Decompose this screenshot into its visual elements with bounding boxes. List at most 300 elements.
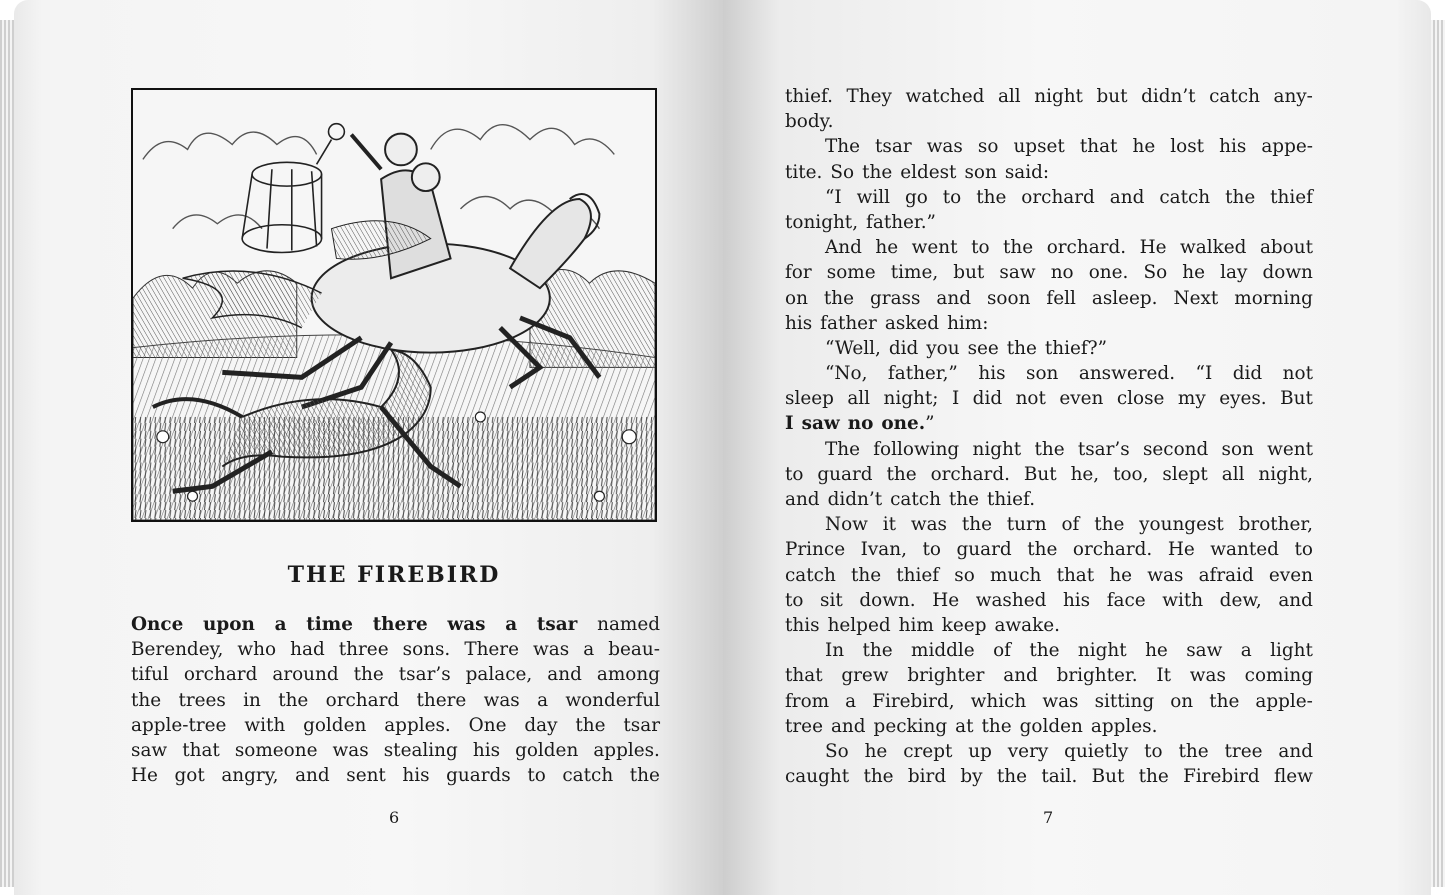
- word: three: [338, 639, 389, 661]
- word: catch: [1209, 86, 1260, 107]
- text-line: [785, 210, 1313, 235]
- word: him:: [947, 312, 989, 334]
- text-line: [785, 336, 1313, 361]
- word: at: [955, 715, 974, 737]
- word: of: [1061, 514, 1080, 536]
- word: In: [825, 640, 845, 662]
- word: wonderful: [565, 689, 660, 711]
- story-title: THE FIREBIRD: [287, 562, 501, 588]
- word: tiful: [131, 664, 169, 686]
- word: not: [1015, 388, 1046, 410]
- text-line: [785, 588, 1313, 613]
- text-line: [785, 512, 1313, 537]
- word: angry,: [221, 765, 279, 787]
- word: upon: [203, 614, 255, 635]
- word: close: [1116, 388, 1165, 410]
- word: not: [1282, 363, 1313, 385]
- word: on: [1170, 690, 1194, 712]
- text-line: [785, 361, 1313, 386]
- text-line: [785, 689, 1313, 714]
- word: and: [547, 664, 582, 686]
- word: body.: [785, 111, 834, 133]
- word: his: [785, 312, 813, 334]
- word: tsar: [536, 614, 578, 635]
- word: crept: [903, 740, 953, 762]
- text-line: [785, 411, 1313, 436]
- word: slept: [1162, 463, 1208, 485]
- word: a: [274, 614, 287, 635]
- word: someone: [234, 739, 318, 761]
- word: tail.: [1041, 766, 1078, 788]
- word: morning: [1234, 287, 1313, 309]
- word: got: [174, 765, 205, 787]
- text-line: [131, 688, 660, 713]
- text-line: [785, 84, 1313, 109]
- text-line: [785, 235, 1313, 260]
- word: there: [416, 689, 467, 711]
- word: had: [290, 639, 325, 661]
- word: He: [1167, 539, 1195, 561]
- word: apples.: [593, 739, 660, 761]
- word: But: [1091, 766, 1125, 788]
- word: was: [1147, 564, 1184, 586]
- word: that: [1079, 136, 1118, 158]
- word: the: [1094, 514, 1125, 536]
- word: from: [785, 690, 830, 712]
- word: catch: [562, 765, 614, 787]
- word: the: [996, 766, 1028, 788]
- word: sit: [820, 589, 843, 611]
- right-page-text: [785, 84, 1313, 789]
- word: But: [1023, 463, 1057, 485]
- word: orchard.: [1046, 237, 1127, 259]
- word: even: [1059, 388, 1104, 410]
- word: he: [864, 740, 888, 762]
- word: said:: [1004, 161, 1050, 183]
- text-line: [785, 714, 1313, 739]
- word: down.: [859, 589, 916, 611]
- word: the: [1138, 766, 1169, 788]
- word: went: [1267, 438, 1313, 460]
- page-number-right: 7: [1043, 808, 1054, 827]
- word: Next: [1173, 287, 1219, 309]
- word: orchard.: [1072, 539, 1153, 561]
- word: with: [244, 714, 286, 736]
- text-line: [785, 764, 1313, 789]
- text-line: [785, 386, 1313, 411]
- text-line: [785, 286, 1313, 311]
- word: this: [785, 614, 820, 636]
- word: the: [1027, 539, 1058, 561]
- text-line: [785, 134, 1313, 159]
- word: tsar: [623, 714, 660, 736]
- text-line: [785, 185, 1313, 210]
- word: a: [505, 614, 518, 635]
- word: He: [1139, 237, 1167, 259]
- word: apples.: [384, 714, 451, 736]
- text-line: [785, 260, 1313, 285]
- word: was: [1189, 665, 1226, 687]
- word: son: [1221, 438, 1254, 460]
- word: for: [785, 262, 812, 284]
- word: orchard: [325, 689, 400, 711]
- word: flew: [1273, 766, 1313, 788]
- word: “I: [1195, 363, 1213, 385]
- word: he: [1145, 640, 1168, 662]
- word: the: [862, 640, 893, 662]
- text-line: [131, 637, 660, 662]
- word: which: [970, 690, 1027, 712]
- word: Now: [825, 514, 868, 536]
- word: orchard: [1021, 186, 1095, 208]
- word: light: [1270, 640, 1313, 662]
- word: there: [372, 614, 428, 635]
- word: night;: [883, 388, 939, 410]
- word: It: [1156, 665, 1171, 687]
- word: a: [537, 689, 549, 711]
- word: walked: [1180, 237, 1247, 259]
- word: sitting: [1094, 690, 1155, 712]
- word: even: [1268, 564, 1313, 586]
- word: tsar’s: [398, 664, 451, 686]
- word: helped: [827, 614, 891, 636]
- word: the: [1029, 640, 1060, 662]
- word: the: [863, 766, 894, 788]
- word: asked: [884, 312, 940, 334]
- word: lay: [1220, 262, 1248, 284]
- word: it: [882, 514, 897, 536]
- word: to: [527, 765, 546, 787]
- word: was: [1042, 690, 1079, 712]
- word: his: [978, 363, 1006, 385]
- word: and: [1003, 665, 1038, 687]
- text-line: [785, 311, 1313, 336]
- word: “Well,: [825, 337, 881, 359]
- word: Once: [131, 614, 184, 635]
- word: night,: [1258, 463, 1313, 485]
- word: him: [898, 614, 934, 636]
- word: the: [1209, 690, 1240, 712]
- text-line: [785, 160, 1313, 185]
- word: saw: [131, 739, 168, 761]
- word: much: [989, 564, 1042, 586]
- word: tite.: [785, 161, 823, 183]
- word: was: [926, 136, 963, 158]
- text-line: [785, 663, 1313, 688]
- word: to: [1144, 740, 1163, 762]
- text-line: [785, 638, 1313, 663]
- word: will: [856, 186, 891, 208]
- word: saw: [999, 262, 1036, 284]
- word: keep: [941, 614, 987, 636]
- word: tree: [785, 715, 823, 737]
- word: one.: [881, 413, 926, 435]
- text-line: [785, 739, 1313, 764]
- word: a: [1240, 640, 1252, 662]
- word: orchard.: [930, 463, 1010, 485]
- word: a: [583, 639, 595, 661]
- word: thief.: [785, 86, 833, 107]
- text-line: [131, 662, 660, 687]
- word: sons.: [402, 639, 451, 661]
- word: father,”: [887, 363, 958, 385]
- word: time,: [890, 262, 939, 284]
- word: his: [1219, 136, 1247, 158]
- word: he: [875, 237, 899, 259]
- word: father: [820, 312, 877, 334]
- word: golden: [303, 714, 367, 736]
- word: the: [823, 287, 855, 309]
- word: the: [886, 463, 917, 485]
- text-line: [131, 713, 660, 738]
- word: to: [785, 463, 804, 485]
- word: wanted: [1210, 539, 1279, 561]
- word: tonight,: [785, 211, 859, 233]
- word: beau-: [608, 639, 660, 661]
- word: some: [826, 262, 876, 284]
- firebird-illustration: [131, 88, 657, 522]
- word: thief: [896, 564, 940, 586]
- word: face: [1106, 589, 1146, 611]
- word: was: [910, 514, 947, 536]
- word: went: [911, 237, 958, 259]
- word: and: [830, 715, 866, 737]
- word: youngest: [1139, 514, 1224, 536]
- word: Ivan,: [860, 539, 907, 561]
- word: and: [295, 765, 330, 787]
- word: the: [1178, 740, 1209, 762]
- word: by: [960, 766, 983, 788]
- word: He: [932, 589, 960, 611]
- word: guard: [817, 463, 873, 485]
- word: apples.: [1090, 715, 1158, 737]
- word: that: [785, 665, 823, 687]
- word: night: [972, 438, 1022, 460]
- word: the: [850, 564, 882, 586]
- word: very: [1007, 740, 1049, 762]
- word: was: [483, 689, 520, 711]
- word: catch: [890, 489, 941, 510]
- word: no: [1050, 262, 1074, 284]
- word: among: [596, 664, 660, 686]
- text-line: [785, 487, 1313, 512]
- word: catch: [1159, 186, 1211, 208]
- word: the: [278, 689, 309, 711]
- word: golden: [515, 739, 579, 761]
- word: the: [575, 714, 606, 736]
- word: following: [873, 438, 960, 460]
- word: with: [1162, 589, 1204, 611]
- word: he: [1132, 136, 1156, 158]
- word: didn’t: [827, 489, 883, 510]
- word: on: [785, 287, 808, 309]
- word: soon: [986, 287, 1031, 309]
- word: palace,: [465, 664, 533, 686]
- word: fell: [1046, 287, 1076, 309]
- word: guards: [446, 765, 511, 787]
- word: So: [1143, 262, 1168, 284]
- word: apple-: [1255, 690, 1313, 712]
- word: night: [1077, 640, 1127, 662]
- word: asleep.: [1091, 287, 1158, 309]
- text-line: [785, 563, 1313, 588]
- word: thief: [1270, 186, 1313, 208]
- word: and: [1278, 589, 1313, 611]
- word: ”: [925, 413, 935, 435]
- word: did: [972, 388, 1003, 410]
- word: that: [182, 739, 220, 761]
- word: turn: [1006, 514, 1047, 536]
- word: catch: [785, 564, 836, 586]
- word: did: [888, 337, 919, 359]
- word: middle: [911, 640, 975, 662]
- word: Firebird: [1183, 766, 1260, 788]
- word: washed: [975, 589, 1047, 611]
- word: afraid: [1198, 564, 1254, 586]
- word: the: [629, 765, 660, 787]
- word: the: [1003, 237, 1034, 259]
- word: and: [785, 489, 820, 510]
- word: eyes.: [1219, 388, 1267, 410]
- word: I: [785, 413, 794, 435]
- word: quietly: [1064, 740, 1129, 762]
- word: coming: [1244, 665, 1313, 687]
- word: So: [825, 740, 849, 762]
- word: named: [597, 614, 660, 635]
- word: appe-: [1261, 136, 1313, 158]
- text-line: [785, 437, 1313, 462]
- word: all: [847, 388, 871, 410]
- word: orchard: [183, 664, 258, 686]
- text-line: [785, 613, 1313, 638]
- word: the: [1006, 337, 1037, 359]
- word: golden: [1019, 715, 1083, 737]
- word: grew: [841, 665, 889, 687]
- left-page-text: [131, 612, 660, 788]
- word: down: [1262, 262, 1313, 284]
- page-number-left: 6: [389, 808, 400, 827]
- word: any-: [1273, 86, 1313, 107]
- word: around: [272, 664, 339, 686]
- word: the: [1034, 438, 1065, 460]
- word: apple-tree: [131, 714, 227, 736]
- word: you: [926, 337, 960, 359]
- text-line: [785, 537, 1313, 562]
- word: tsar: [875, 136, 912, 158]
- word: There: [464, 639, 519, 661]
- word: see: [967, 337, 999, 359]
- word: about: [1259, 237, 1313, 259]
- word: did: [1232, 363, 1263, 385]
- word: They: [846, 86, 892, 107]
- word: I: [951, 388, 960, 410]
- text-line: [785, 462, 1313, 487]
- word: to: [942, 186, 962, 208]
- word: didn’t: [1141, 86, 1196, 107]
- word: “No,: [825, 363, 868, 385]
- word: to: [785, 589, 804, 611]
- word: of: [993, 640, 1011, 662]
- word: sent: [346, 765, 386, 787]
- word: my: [1177, 388, 1206, 410]
- word: but: [1096, 86, 1128, 107]
- word: and: [936, 287, 971, 309]
- word: one.: [1088, 262, 1129, 284]
- word: son: [964, 161, 997, 183]
- word: second: [1142, 438, 1209, 460]
- word: thief.: [987, 489, 1036, 510]
- word: he: [1109, 564, 1133, 586]
- word: too,: [1113, 463, 1149, 485]
- word: So: [830, 161, 855, 183]
- word: all: [1221, 463, 1245, 485]
- word: to: [1294, 539, 1313, 561]
- word: time: [306, 614, 353, 635]
- engraving-image: [133, 90, 655, 520]
- word: to: [922, 539, 941, 561]
- word: to: [971, 237, 990, 259]
- word: eldest: [900, 161, 957, 183]
- word: Prince: [785, 539, 846, 561]
- word: Firebird,: [872, 690, 955, 712]
- word: thief?”: [1044, 337, 1107, 359]
- text-line: [131, 738, 660, 763]
- word: his: [472, 739, 501, 761]
- word: but: [953, 262, 985, 284]
- word: trees: [178, 689, 226, 711]
- word: saw: [1186, 640, 1223, 662]
- word: the: [948, 489, 980, 510]
- word: a: [845, 690, 857, 712]
- word: was: [332, 739, 369, 761]
- word: was: [533, 639, 570, 661]
- word: who: [237, 639, 277, 661]
- word: He: [131, 765, 158, 787]
- word: tsar’s: [1077, 438, 1130, 460]
- word: all: [997, 86, 1021, 107]
- word: One: [468, 714, 507, 736]
- word: the: [976, 186, 1007, 208]
- word: tree: [1224, 740, 1263, 762]
- word: the: [862, 161, 893, 183]
- word: watched: [905, 86, 985, 107]
- word: his: [402, 765, 430, 787]
- word: Berendey,: [131, 639, 224, 661]
- word: “I: [825, 186, 842, 208]
- word: was: [447, 614, 486, 635]
- word: answered.: [1078, 363, 1176, 385]
- word: no: [847, 413, 874, 435]
- word: go: [904, 186, 928, 208]
- word: so: [977, 136, 999, 158]
- word: his: [1062, 589, 1091, 611]
- word: The: [825, 438, 860, 460]
- word: And: [825, 237, 862, 259]
- word: sleep: [785, 388, 834, 410]
- word: the: [131, 689, 162, 711]
- word: bird: [907, 766, 947, 788]
- word: the: [1225, 186, 1256, 208]
- word: night: [1034, 86, 1083, 107]
- word: the: [961, 514, 992, 536]
- word: up: [968, 740, 992, 762]
- word: awake.: [994, 614, 1061, 636]
- word: pecking: [873, 715, 948, 737]
- text-line: [131, 763, 660, 788]
- word: that: [1056, 564, 1095, 586]
- text-line: [131, 612, 660, 637]
- word: the: [981, 715, 1012, 737]
